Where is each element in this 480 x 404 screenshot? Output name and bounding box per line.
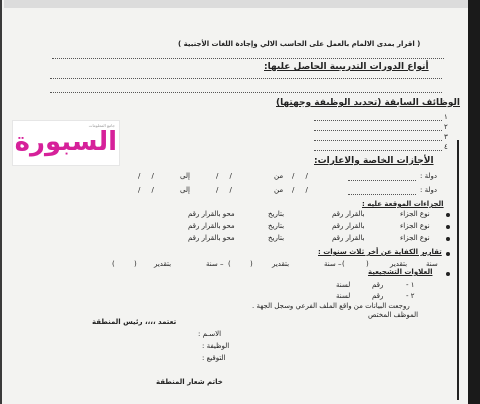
verified-note: روجعت البيانات من واقع الملف الفرعي وسجل الجهة .: [252, 302, 410, 310]
blank-line: [314, 140, 442, 141]
blank-line: [50, 78, 442, 79]
penalty-type: نوع الجزاء: [400, 210, 430, 218]
reports-title: تقارير الكفاية عن أخر ثلاث سنوات :: [318, 248, 442, 256]
blank-line: [348, 180, 416, 181]
bullet: [446, 225, 450, 229]
report-paren: ): [228, 260, 231, 268]
blank-line: [52, 58, 444, 59]
bullet: [446, 213, 450, 217]
blank-line: [314, 150, 442, 151]
report-paren: (: [134, 260, 137, 268]
job-number: ٣: [444, 133, 448, 141]
logo-text: السبورة: [14, 127, 117, 157]
prev-jobs-title: الوظائف السابقة (تحديد الوظيفة وجهتها): [276, 98, 460, 108]
report-grade-label: بتقدير: [154, 260, 172, 268]
declaration-header: ( اقرار بمدى الالمام بالعمل على الحاسب الالي وإجادة اللغات الأجنبية ): [178, 40, 421, 48]
penalty-decision: بالقرار رقم: [332, 234, 365, 242]
report-paren: ): [112, 260, 115, 268]
report-year-label: – سنة: [206, 260, 224, 268]
leave-from: من: [274, 172, 284, 180]
penalty-erased: محو بالقرار رقم: [188, 210, 235, 218]
leave-from-date: / /: [292, 186, 308, 194]
bullet: [446, 272, 450, 276]
report-paren: (: [366, 260, 369, 268]
top-edge: [4, 0, 468, 8]
penalties-title: الجزاءات الموقعة عليه :: [362, 200, 444, 208]
job-number: ٢: [444, 123, 448, 131]
penalty-date: بتاريخ: [268, 210, 285, 218]
report-paren: ): [342, 260, 345, 268]
bonus-year: لسنة: [336, 281, 351, 289]
blank-line: [348, 194, 416, 195]
penalty-type: نوع الجزاء: [400, 234, 430, 242]
job-number: ٤: [444, 143, 448, 151]
document-page: [2, 0, 468, 404]
blank-line: [314, 120, 442, 121]
leave-to-date-2: / /: [138, 186, 154, 194]
stamp-label: خاتم شعار المنطقة: [156, 378, 223, 386]
bonus-number: ٢ -: [406, 292, 415, 300]
leave-from: من: [274, 186, 284, 194]
penalty-erased: محو بالقرار رقم: [188, 222, 235, 230]
penalty-date: بتاريخ: [268, 234, 285, 242]
blank-line: [314, 130, 442, 131]
bonus-year: لسنة: [336, 292, 351, 300]
report-year-label: سنة: [426, 260, 438, 268]
penalty-decision: بالقرار رقم: [332, 210, 365, 218]
photo-edge: [468, 0, 480, 404]
bonus-number: ١ -: [406, 281, 415, 289]
approved-label: تعتمد ،،،، رئيس المنطقة: [92, 318, 177, 326]
leave-from-date: / /: [292, 172, 308, 180]
penalty-type: نوع الجزاء: [400, 222, 430, 230]
report-grade-label: بتقدير: [390, 260, 408, 268]
penalty-decision: بالقرار رقم: [332, 222, 365, 230]
report-paren: (: [250, 260, 253, 268]
leave-to-date: / /: [216, 186, 232, 194]
bullet: [446, 252, 450, 256]
logo-tagline: جامع المعلومات: [88, 123, 115, 128]
blank-line: [50, 92, 442, 93]
bonuses-title: العلاوات التشجيعية: [368, 268, 433, 276]
leave-to-date: / /: [216, 172, 232, 180]
bonus-no: رقم: [372, 292, 384, 300]
leave-country: دولة :: [420, 186, 437, 194]
penalty-date: بتاريخ: [268, 222, 285, 230]
penalty-erased: محو بالقرار رقم: [188, 234, 235, 242]
margin-line: [457, 140, 459, 400]
leaves-title: الأجازات الخاصة والاعارات:: [314, 156, 434, 166]
employee-label: الموظف المختص: [368, 311, 419, 319]
leave-to-date-2: / /: [138, 172, 154, 180]
leave-country: دولة :: [420, 172, 437, 180]
bullet: [446, 237, 450, 241]
job-number: ١: [444, 113, 448, 121]
report-grade-label: بتقدير: [272, 260, 290, 268]
leave-to: إلى: [180, 172, 190, 180]
bonus-no: رقم: [372, 281, 384, 289]
report-year-label: – سنة: [324, 260, 342, 268]
job-label: الوظيفة :: [202, 342, 230, 350]
name-label: الاسـم :: [198, 330, 222, 338]
watermark-logo: [12, 120, 120, 166]
leave-to: إلى: [180, 186, 190, 194]
signature-label: التوقيع :: [202, 354, 226, 362]
training-title: أنواع الدورات التدريبية الحاصل عليها:: [264, 62, 429, 72]
